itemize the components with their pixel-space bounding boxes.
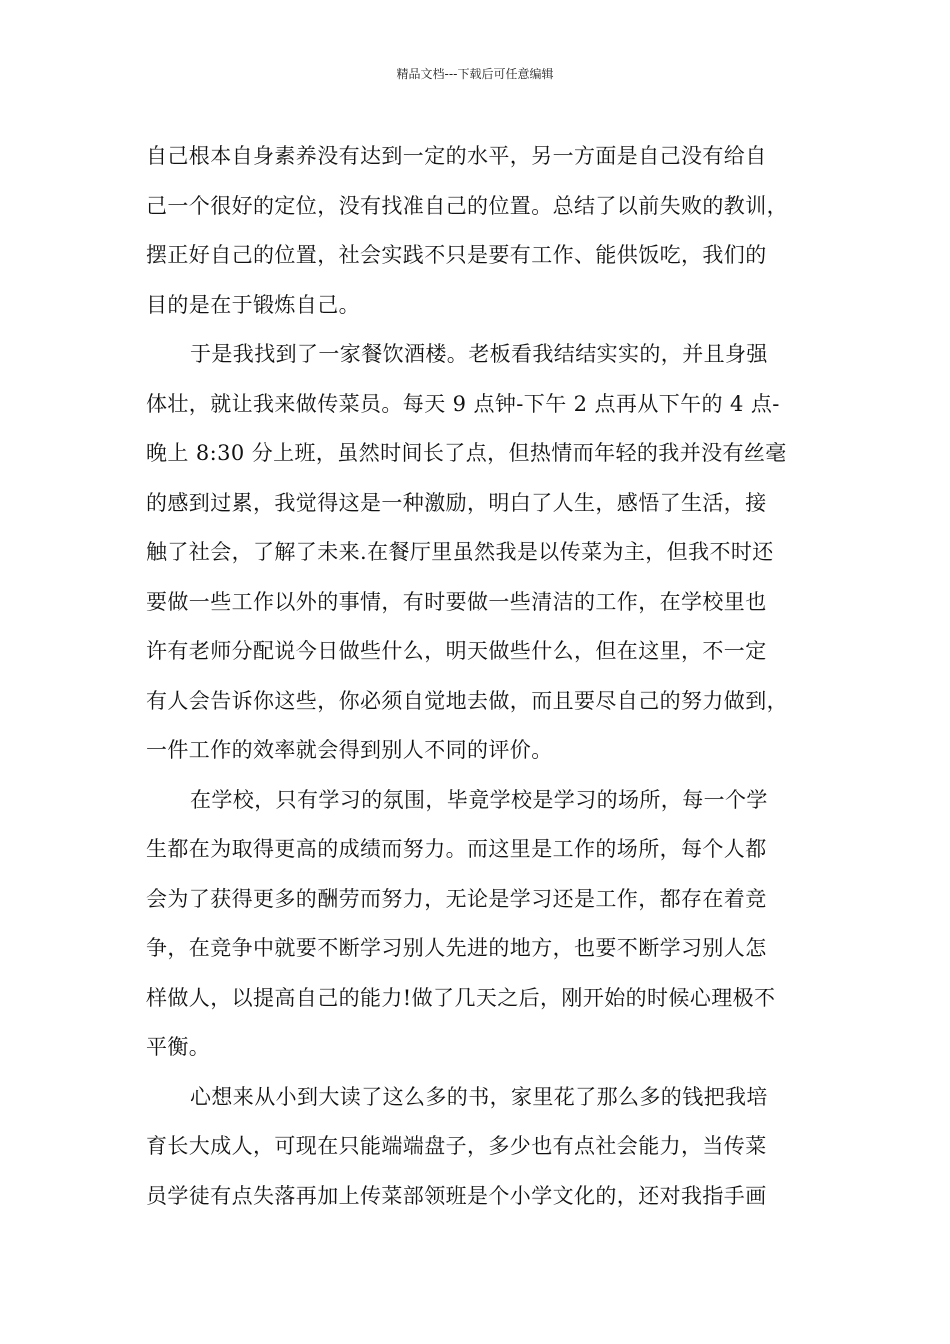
text-line: 目的是在于锻炼自己。 xyxy=(146,292,360,317)
paragraph-1 xyxy=(146,132,808,330)
paragraph-2 xyxy=(146,330,808,776)
text-line: 己一个很好的定位，没有找准自己的位置。总结了以前失败的教训， xyxy=(146,193,788,218)
text-line: 许有老师分配说今日做些什么，明天做些什么，但在这里，不一定 xyxy=(146,639,767,663)
paragraph-3 xyxy=(146,776,808,1073)
text-line: 于是我找到了一家餐饮酒楼。老板看我结结实实的，并且身强 xyxy=(190,342,768,366)
text-line: 平衡。 xyxy=(146,1035,211,1059)
text-line: 争，在竞争中就要不断学习别人先进的地方，也要不断学习别人怎 xyxy=(146,936,767,960)
text-line: 触了社会，了解了未来.在餐厅里虽然我是以传菜为主，但我不时还 xyxy=(146,540,774,564)
text-line: 会为了获得更多的酬劳而努力，无论是学习还是工作，都存在着竞 xyxy=(146,886,767,911)
text-line: 自己根本自身素养没有达到一定的水平，另一方面是自己没有给自 xyxy=(146,144,767,168)
text-line: 在学校，只有学习的氛围，毕竟学校是学习的场所，每一个学 xyxy=(190,787,768,812)
text-line: 育长大成人，可现在只能端端盘子，多少也有点社会能力，当传菜 xyxy=(146,1134,767,1158)
text-line: 员学徒有点失落再加上传菜部领班是个小学文化的，还对我指手画 xyxy=(146,1183,767,1208)
text-line: 的感到过累，我觉得这是一种激励，明白了人生，感悟了生活，接 xyxy=(146,490,767,515)
paragraph-4 xyxy=(146,1073,808,1222)
text-line: 一件工作的效率就会得到别人不同的评价。 xyxy=(146,738,553,762)
text-line: 晚上 8:30 分上班，虽然时间长了点，但热情而年轻的我并没有丝毫 xyxy=(146,441,787,465)
document-body xyxy=(146,132,808,1221)
text-line: 有人会告诉你这些，你必须自觉地去做，而且要尽自己的努力做到， xyxy=(146,688,788,713)
text-line: 生都在为取得更高的成绩而努力。而这里是工作的场所，每个人都 xyxy=(146,837,767,861)
text-line: 摆正好自己的位置，社会实践不只是要有工作、能供饭吃，我们的 xyxy=(146,243,767,267)
page-header: 精品文档---下载后可任意编辑 xyxy=(396,67,554,81)
text-line: 体壮，就让我来做传菜员。每天 9 点钟-下午 2 点再从下午的 4 点- xyxy=(146,391,780,416)
text-line: 心想来从小到大读了这么多的书，家里花了那么多的钱把我培 xyxy=(190,1084,768,1109)
text-line: 要做一些工作以外的事情，有时要做一些清洁的工作，在学校里也 xyxy=(146,589,767,614)
text-line: 样做人，以提高自己的能力!做了几天之后，刚开始的时候心理极不 xyxy=(146,985,776,1010)
